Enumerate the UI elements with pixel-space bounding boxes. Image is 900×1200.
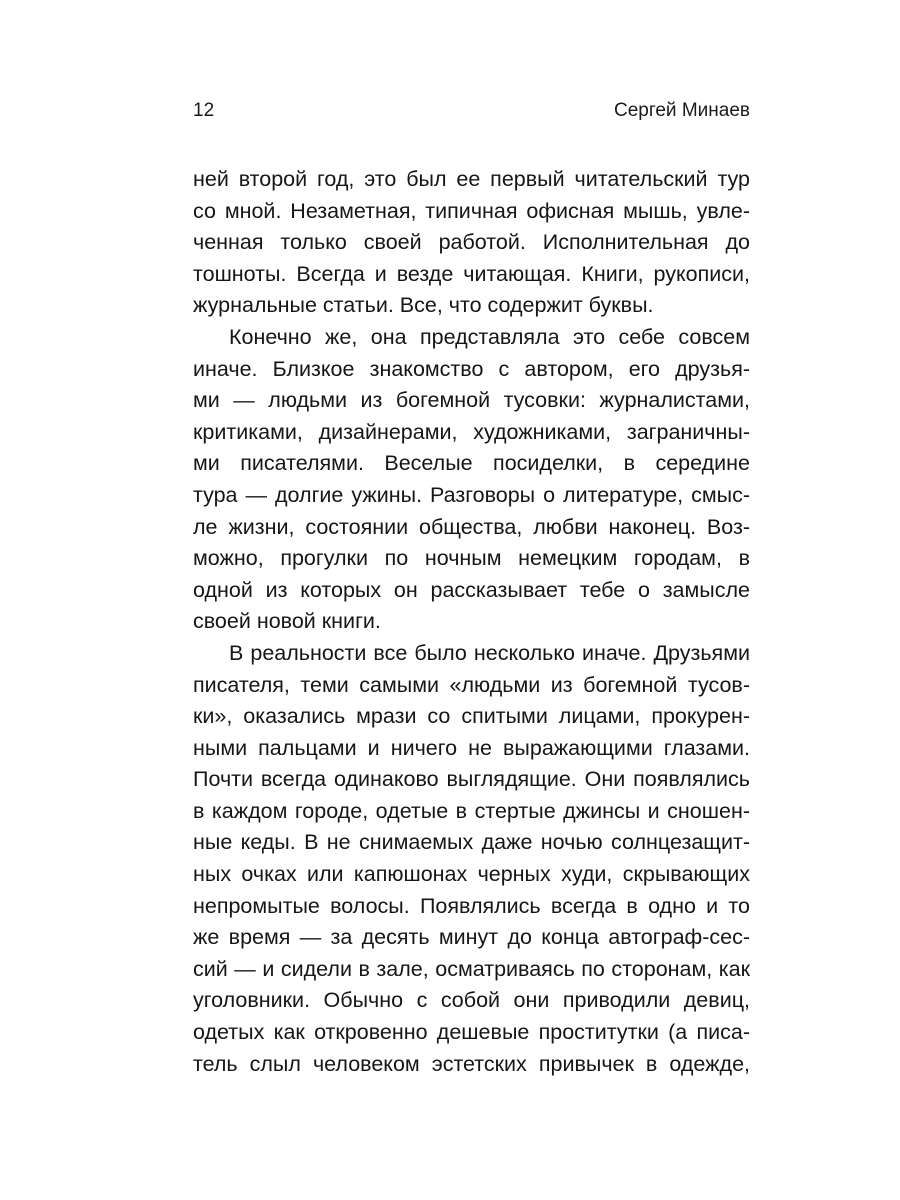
text-line: же время — за десять минут до конца автограф-сес- [193,925,750,950]
text-line: уголовники. Обычно с собой они приводили девиц, [193,988,750,1013]
text-line: своей новой книги. [193,609,381,634]
text-line: одетых как откровенно дешевые проститутки (а писа- [193,1020,750,1045]
text-line: в каждом городе, одетые в стертые джинсы и сношен- [193,798,750,823]
text-line: можно, прогулки по ночным немецким городам, в [193,546,750,571]
body-text [193,164,750,1080]
paragraph-first-line: Конечно же, она представляла это себе совсем [229,324,750,349]
text-line: ней второй год, это был ее первый читательский тур [193,167,750,191]
text-line: журнальные статьи. Все, что содержит буквы. [193,293,654,318]
text-line: критиками, дизайнерами, художниками, заграничны- [193,419,750,444]
page-number: 12 [193,100,215,121]
text-line: тель слыл человеком эстетских привычек в одежде, [193,1051,750,1076]
running-head [193,98,750,124]
text-line: одной из которых он рассказывает тебе о замысле [193,577,750,602]
text-line: со мной. Незаметная, типичная офисная мышь, увле- [193,198,750,223]
text-line: ле жизни, состоянии общества, любви наконец. Воз- [193,514,750,539]
text-line: ми писателями. Веселые посиделки, в середине [193,451,750,476]
text-line: ными пальцами и ничего не выражающими глазами. [193,735,750,760]
text-line: тошноты. Всегда и везде читающая. Книги, рукописи, [193,261,750,286]
text-line: иначе. Близкое знакомство с автором, его друзья- [193,356,750,381]
text-line: непромытые волосы. Появлялись всегда в одно и то [193,893,750,918]
text-line: ные кеды. В не снимаемых даже ночью солнцезащит- [193,830,750,855]
author-name: Сергей Минаев [614,100,750,121]
text-line: ных очках или капюшонах черных худи, скрывающих [193,862,750,887]
text-line: ми — людьми из богемной тусовки: журналистами, [193,388,750,413]
text-line: тура — долгие ужины. Разговоры о литературе, смыс- [193,482,750,507]
paragraph-first-line: В реальности все было несколько иначе. Друзьями [229,640,750,665]
text-line: сий — и сидели в зале, осматриваясь по сторонам, как [193,956,750,981]
text-line: ченная только своей работой. Исполнительная до [193,230,750,255]
text-line: Почти всегда одинаково выглядящие. Они появлялись [193,767,750,792]
text-line: писателя, теми самыми «людьми из богемной тусов- [193,672,750,697]
text-line: ки», оказались мрази со спитыми лицами, прокурен- [193,704,750,729]
